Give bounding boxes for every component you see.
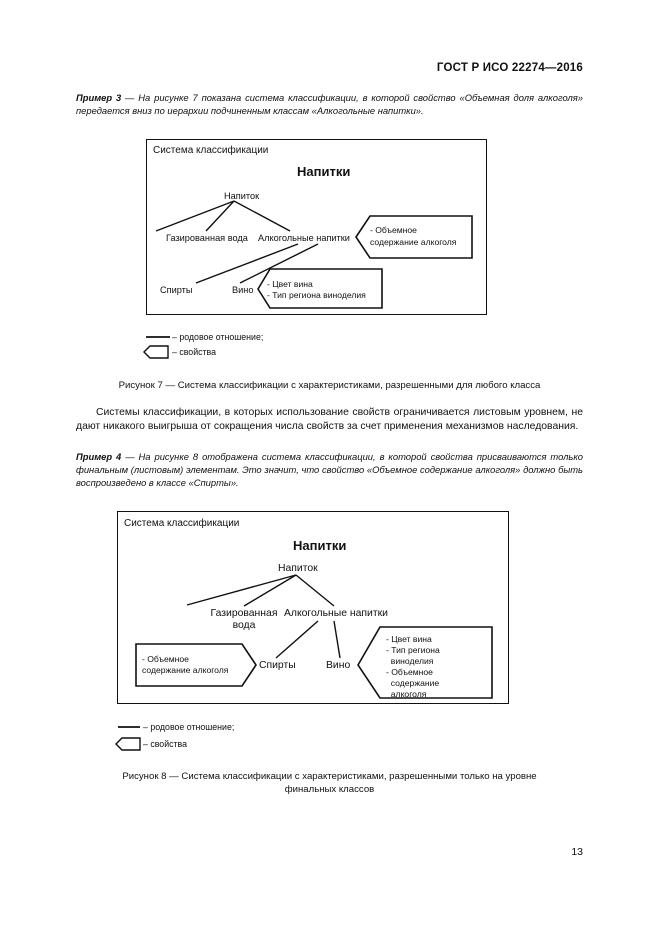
figure-8-edge-root-soda-2 bbox=[244, 575, 296, 606]
figure-8-edge-alcohol-spirits bbox=[276, 621, 318, 658]
figure-7-node-soda: Газированная вода bbox=[166, 233, 248, 243]
figure-8-wine-prop-2: - Тип региона bbox=[386, 645, 440, 655]
figure-8-legend-shape bbox=[116, 738, 140, 750]
figure-8-caption-line-2: финальных классов bbox=[284, 784, 375, 795]
figure-7-big-title: Напитки bbox=[297, 164, 351, 179]
figure-8-big-title: Напитки bbox=[293, 538, 347, 553]
figure-7-node-spirits: Спирты bbox=[160, 285, 193, 295]
example-4-text: — На рисунке 8 отображена система классификации, в которой свойства присваиваются только финальным (листовым) элементам. Это значит, что свойство «Объемное содержание алкоголя» должно быть воспроизведено в классе «Спирты». bbox=[76, 451, 584, 488]
standard-header: ГОСТ Р ИСО 22274—2016 bbox=[436, 62, 583, 74]
figure-7-alcohol-prop-1: - Объемное bbox=[370, 225, 417, 235]
figure-8-spirits-prop-2: содержание алкоголя bbox=[142, 665, 229, 675]
figure-8-node-spirits: Спирты bbox=[259, 660, 296, 671]
figure-8-wine-prop-4: - Объемное bbox=[386, 667, 433, 677]
figure-8-node-wine: Вино bbox=[326, 660, 351, 671]
figure-7-node-root: Напиток bbox=[224, 191, 260, 201]
figure-8-wine-prop-6: алкоголя bbox=[386, 689, 427, 699]
figure-8-legend-relation: – родовое отношение; bbox=[143, 722, 235, 732]
figure-7-legend-relation: – родовое отношение; bbox=[172, 332, 264, 342]
figure-7-node-wine: Вино bbox=[232, 285, 254, 295]
figure-7-legend-property: – свойства bbox=[172, 347, 217, 357]
figure-8-node-alcohol: Алкогольные напитки bbox=[284, 608, 388, 619]
example-3-text: — На рисунке 7 показана система классификации, в которой свойство «Объемная доля алкоголя» передается вниз по иерархии подчиненным классам «Алкогольные напитки». bbox=[76, 92, 583, 116]
figure-8-wine-prop-1: - Цвет вина bbox=[386, 634, 432, 644]
body-paragraph: Системы классификации, в которых использование свойств ограничивается листовым уровнем, не дают никакого выигрыша от сокращения числа свойств за счет применения механизмов наследования. bbox=[76, 407, 583, 432]
figure-8-node-soda-line-2: вода bbox=[232, 620, 256, 631]
figure-7-wine-prop-1: - Цвет вина bbox=[267, 279, 313, 289]
page-number: 13 bbox=[571, 846, 583, 858]
figure-7-wine-prop-2: - Тип региона виноделия bbox=[267, 290, 366, 300]
figure-8-edge-root-alcohol bbox=[296, 575, 334, 606]
figure-8-wine-prop-5: содержание bbox=[386, 678, 440, 688]
figure-8-legend-property: – свойства bbox=[143, 739, 188, 749]
example-3-label: Пример 3 bbox=[76, 92, 122, 103]
figure-8-wine-prop-3: виноделия bbox=[386, 656, 434, 666]
figure-7-caption: Рисунок 7 — Система классификации с характеристиками, разрешенными для любого класса bbox=[118, 380, 541, 391]
figure-7-node-alcohol: Алкогольные напитки bbox=[258, 233, 350, 243]
figure-7-alcohol-prop-2: содержание алкоголя bbox=[370, 237, 457, 247]
figure-7-system-title: Система классификации bbox=[153, 145, 269, 156]
figure-8-node-root: Напиток bbox=[278, 563, 318, 574]
example-4-label: Пример 4 bbox=[76, 451, 122, 462]
figure-8-node-soda-line-1: Газированная bbox=[210, 608, 278, 619]
figure-8-edge-alcohol-wine bbox=[334, 621, 340, 658]
figure-8-caption bbox=[76, 770, 583, 796]
figure-8-caption-line-1: Рисунок 8 — Система классификации с характеристиками, разрешенными только на уровне bbox=[122, 771, 537, 782]
figure-8-spirits-prop-1: - Объемное bbox=[142, 654, 189, 664]
figure-8-system-title: Система классификации bbox=[124, 518, 240, 529]
figure-8-edge-root-soda bbox=[187, 575, 296, 605]
